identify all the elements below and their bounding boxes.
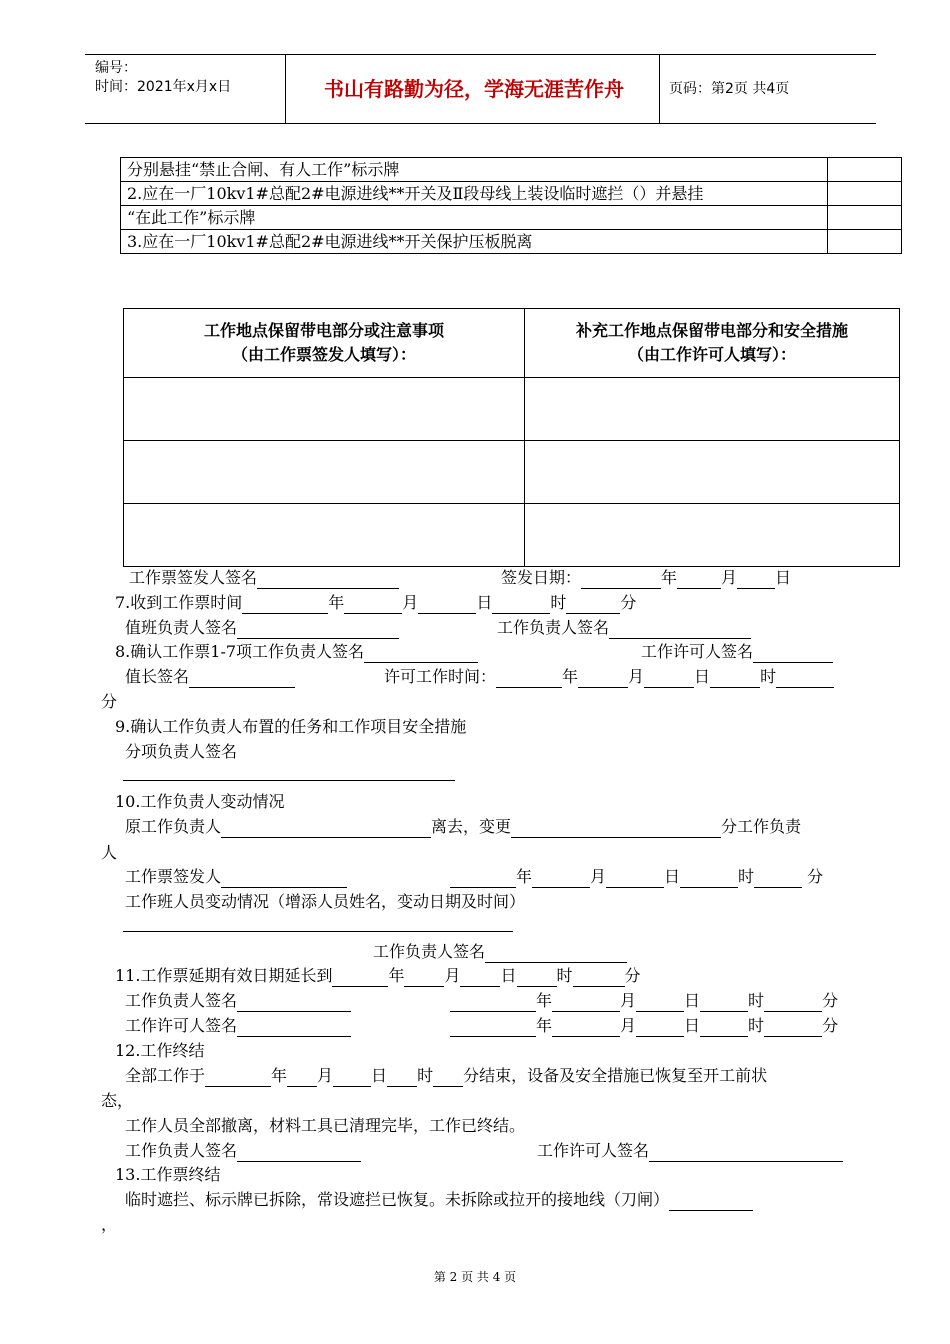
permit-sign-label: 工作许可人签名 bbox=[125, 1016, 238, 1035]
item11-line bbox=[115, 965, 641, 987]
day-label: 日 bbox=[664, 867, 681, 886]
permit-time-label: 许可工作时间： bbox=[384, 667, 497, 686]
minute-label: 分 bbox=[822, 1016, 839, 1035]
day-label: 日 bbox=[684, 1016, 701, 1035]
duty-leader-line bbox=[125, 617, 399, 639]
blank[interactable] bbox=[511, 819, 721, 838]
blank[interactable] bbox=[237, 1018, 351, 1037]
blank[interactable] bbox=[649, 1143, 843, 1162]
ext-leader-date bbox=[450, 990, 838, 1012]
number-label: 编号： bbox=[95, 60, 137, 76]
year-label: 年 bbox=[562, 667, 579, 686]
blank[interactable] bbox=[237, 1143, 361, 1162]
left-header-line2: （由工作票签发人填写）： bbox=[231, 345, 416, 364]
blank[interactable] bbox=[364, 644, 478, 663]
blank[interactable] bbox=[764, 1018, 822, 1037]
day-label: 日 bbox=[476, 593, 493, 612]
blank[interactable] bbox=[578, 669, 628, 688]
blank[interactable] bbox=[636, 1018, 684, 1037]
day-label: 日 bbox=[500, 966, 517, 985]
left-header bbox=[124, 309, 525, 378]
year-label: 年 bbox=[328, 593, 345, 612]
blank[interactable] bbox=[237, 620, 399, 639]
month-label: 月 bbox=[590, 867, 607, 886]
item9-line: 9.确认工作负责人布置的任务和工作项目安全措施 bbox=[115, 717, 467, 736]
blank[interactable] bbox=[532, 869, 590, 888]
month-label: 月 bbox=[721, 568, 738, 587]
blank[interactable] bbox=[566, 595, 620, 614]
wrap-comma: ， bbox=[101, 1215, 118, 1234]
permit-time-line bbox=[384, 666, 834, 688]
blank[interactable] bbox=[332, 968, 388, 987]
end-leader-line bbox=[125, 1140, 361, 1162]
work-leader-label: 工作负责人签名 bbox=[497, 618, 610, 637]
permit-sign-line bbox=[641, 641, 833, 663]
blank[interactable] bbox=[700, 993, 748, 1012]
left-header-line1: 工作地点保留带电部分或注意事项 bbox=[203, 321, 444, 340]
blank[interactable] bbox=[450, 993, 536, 1012]
hour-label: 时 bbox=[550, 593, 567, 612]
month-label: 月 bbox=[444, 966, 461, 985]
year-label: 年 bbox=[271, 1066, 288, 1085]
month-label: 月 bbox=[317, 1066, 334, 1085]
right-header-line1: 补充工作地点保留带电部分和安全措施 bbox=[575, 321, 848, 340]
blank[interactable] bbox=[710, 669, 760, 688]
year-label: 年 bbox=[536, 1016, 553, 1035]
right-header-line2: （由工作许可人填写）： bbox=[627, 345, 796, 364]
blank[interactable] bbox=[581, 570, 661, 589]
minute-label: 分 bbox=[807, 867, 824, 886]
blank[interactable] bbox=[433, 1068, 463, 1087]
day-label: 日 bbox=[694, 667, 711, 686]
table-row bbox=[121, 182, 902, 206]
table-row bbox=[121, 158, 902, 182]
blank[interactable] bbox=[677, 570, 721, 589]
all-work-label: 全部工作于 bbox=[125, 1066, 206, 1085]
blank[interactable] bbox=[764, 993, 822, 1012]
blank[interactable] bbox=[221, 819, 431, 838]
leave-change-label: 离去，变更 bbox=[431, 817, 512, 836]
table-row bbox=[124, 504, 900, 567]
item12-line: 12.工作终结 bbox=[115, 1041, 205, 1060]
hour-label: 时 bbox=[556, 966, 573, 985]
month-label: 月 bbox=[628, 667, 645, 686]
ext-permit-date bbox=[450, 1015, 838, 1037]
table-cell: 2.应在一厂10kv1#总配2#电源进线**开关及Ⅱ段母线上装设临时遮拦（）并悬挂 bbox=[121, 182, 828, 206]
blank[interactable] bbox=[387, 1068, 417, 1087]
year-label: 年 bbox=[388, 966, 405, 985]
input-cell[interactable] bbox=[525, 441, 900, 504]
day-label: 日 bbox=[371, 1066, 388, 1085]
crew-change-blank[interactable] bbox=[123, 931, 513, 932]
ext-permit-line bbox=[125, 1015, 351, 1037]
month-label: 月 bbox=[620, 1016, 637, 1035]
work-leader-label: 工作负责人签名 bbox=[125, 1141, 238, 1160]
blank[interactable] bbox=[450, 869, 516, 888]
blank[interactable] bbox=[450, 1018, 536, 1037]
blank[interactable] bbox=[609, 620, 751, 639]
check-cell bbox=[828, 230, 902, 254]
hour-label: 时 bbox=[417, 1066, 434, 1085]
month-label: 月 bbox=[402, 593, 419, 612]
blank[interactable] bbox=[552, 993, 620, 1012]
duty-leader-label: 值班负责人签名 bbox=[125, 618, 238, 637]
sub-leader-blank[interactable] bbox=[123, 780, 455, 781]
hour-label: 时 bbox=[760, 667, 777, 686]
header-divider bbox=[659, 55, 660, 123]
blank[interactable] bbox=[404, 968, 444, 987]
ticket-signer-date bbox=[450, 866, 823, 888]
day-label: 日 bbox=[684, 991, 701, 1010]
hour-label: 时 bbox=[748, 1016, 765, 1035]
item7-label: 7.收到工作票时间 bbox=[115, 593, 243, 612]
table-cell: “在此工作”标示牌 bbox=[121, 206, 828, 230]
blank[interactable] bbox=[221, 869, 347, 888]
issue-date-label: 签发日期： bbox=[501, 568, 582, 587]
cleared-line: 工作人员全部撤离，材料工具已清理完毕，工作已终结。 bbox=[125, 1116, 526, 1135]
barrier-text: 临时遮拦、标示牌已拆除，常设遮拦已恢复。未拆除或拉开的接地线（刀闸） bbox=[125, 1190, 670, 1209]
chief-sign-label: 值长签名 bbox=[125, 667, 190, 686]
blank[interactable] bbox=[189, 669, 295, 688]
minute-label: 分 bbox=[620, 593, 637, 612]
table-cell: 分别悬挂“禁止合闸、有人工作”标示牌 bbox=[121, 158, 828, 182]
ticket-signer-label: 工作票签发人 bbox=[125, 867, 222, 886]
check-cell bbox=[828, 158, 902, 182]
barrier-line bbox=[125, 1189, 753, 1211]
blank[interactable] bbox=[287, 1068, 317, 1087]
blank[interactable] bbox=[517, 968, 557, 987]
ticket-signer-line bbox=[125, 866, 347, 888]
blank[interactable] bbox=[344, 595, 402, 614]
input-cell[interactable] bbox=[124, 378, 525, 441]
hour-label: 时 bbox=[738, 867, 755, 886]
as-leader-label: 分工作负责 bbox=[721, 817, 802, 836]
orig-leader-label: 原工作负责人 bbox=[125, 817, 222, 836]
input-cell[interactable] bbox=[124, 441, 525, 504]
all-work-line bbox=[125, 1065, 767, 1087]
end-text: 分结束，设备及安全措施已恢复至开工前状 bbox=[463, 1066, 768, 1085]
permit-sign-label: 工作许可人签名 bbox=[537, 1141, 650, 1160]
ext-leader-line bbox=[125, 990, 351, 1012]
wrap-minute: 分 bbox=[101, 692, 118, 711]
work-leader-line bbox=[497, 617, 751, 639]
measures-table bbox=[120, 157, 902, 254]
input-cell[interactable] bbox=[124, 504, 525, 567]
year-label: 年 bbox=[536, 991, 553, 1010]
blank[interactable] bbox=[460, 968, 500, 987]
year-label: 年 bbox=[661, 568, 678, 587]
input-cell[interactable] bbox=[525, 504, 900, 567]
hour-label: 时 bbox=[748, 991, 765, 1010]
signer-line bbox=[129, 567, 399, 589]
item7-line bbox=[115, 592, 636, 614]
header-divider bbox=[285, 55, 286, 123]
minute-label: 分 bbox=[822, 991, 839, 1010]
sub-leader-line: 分项负责人签名 bbox=[125, 742, 238, 761]
table-row bbox=[121, 230, 902, 254]
work-leader-label: 工作负责人签名 bbox=[125, 991, 238, 1010]
table-row bbox=[124, 378, 900, 441]
blank[interactable] bbox=[492, 595, 550, 614]
live-parts-table bbox=[123, 308, 900, 567]
check-cell bbox=[828, 206, 902, 230]
header-meta bbox=[95, 59, 231, 97]
item10-line: 10.工作负责人变动情况 bbox=[115, 792, 285, 811]
table-cell: 3.应在一厂10kv1#总配2#电源进线**开关保护压板脱离 bbox=[121, 230, 828, 254]
signer-sign-label: 工作票签发人签名 bbox=[129, 568, 258, 587]
blank[interactable] bbox=[242, 595, 328, 614]
minute-label: 分 bbox=[624, 966, 641, 985]
crew-change-line: 工作班人员变动情况（增添人员姓名，变动日期及时间） bbox=[125, 892, 526, 911]
wrap-person: 人 bbox=[101, 843, 118, 862]
work-leader-label: 工作负责人签名 bbox=[373, 942, 486, 961]
time-label: 时间：2021年x月x日 bbox=[95, 79, 232, 95]
blank[interactable] bbox=[754, 869, 802, 888]
day-label: 日 bbox=[775, 568, 792, 587]
page-footer: 第 2 页 共 4 页 bbox=[433, 1270, 517, 1284]
item13-line: 13.工作票终结 bbox=[115, 1165, 221, 1184]
check-cell bbox=[828, 182, 902, 206]
blank[interactable] bbox=[644, 669, 694, 688]
blank[interactable] bbox=[636, 993, 684, 1012]
year-label: 年 bbox=[516, 867, 533, 886]
page-number: 页码：第2页 共4页 bbox=[669, 81, 790, 97]
month-label: 月 bbox=[620, 991, 637, 1010]
page-header bbox=[85, 54, 876, 124]
permit-sign-label: 工作许可人签名 bbox=[641, 642, 754, 661]
blank[interactable] bbox=[237, 993, 351, 1012]
blank[interactable] bbox=[205, 1068, 271, 1087]
table-row bbox=[121, 206, 902, 230]
blank[interactable] bbox=[680, 869, 738, 888]
blank[interactable] bbox=[485, 944, 627, 963]
blank[interactable] bbox=[257, 570, 399, 589]
blank[interactable] bbox=[573, 968, 625, 987]
input-cell[interactable] bbox=[525, 378, 900, 441]
item11-label: 11.工作票延期有效日期延长到 bbox=[115, 966, 333, 985]
header-motto: 书山有路勤为径，学海无涯苦作舟 bbox=[324, 77, 624, 101]
blank[interactable] bbox=[418, 595, 476, 614]
issue-date-line bbox=[501, 567, 791, 589]
item8-label: 8.确认工作票1-7项工作负责人签名 bbox=[115, 642, 365, 661]
right-header bbox=[525, 309, 900, 378]
blank[interactable] bbox=[669, 1192, 753, 1211]
blank[interactable] bbox=[552, 1018, 620, 1037]
item8-line bbox=[115, 641, 478, 663]
orig-leader-line bbox=[125, 816, 801, 838]
blank[interactable] bbox=[496, 669, 562, 688]
blank[interactable] bbox=[753, 644, 833, 663]
wrap-state: 态， bbox=[101, 1091, 134, 1110]
blank[interactable] bbox=[700, 1018, 748, 1037]
blank[interactable] bbox=[606, 869, 664, 888]
chief-line bbox=[125, 666, 295, 688]
blank[interactable] bbox=[333, 1068, 371, 1087]
work-leader-sign-line bbox=[373, 941, 627, 963]
end-permit-line bbox=[537, 1140, 843, 1162]
blank[interactable] bbox=[737, 570, 775, 589]
table-row bbox=[124, 441, 900, 504]
table-header-row bbox=[124, 309, 900, 378]
blank[interactable] bbox=[776, 669, 834, 688]
